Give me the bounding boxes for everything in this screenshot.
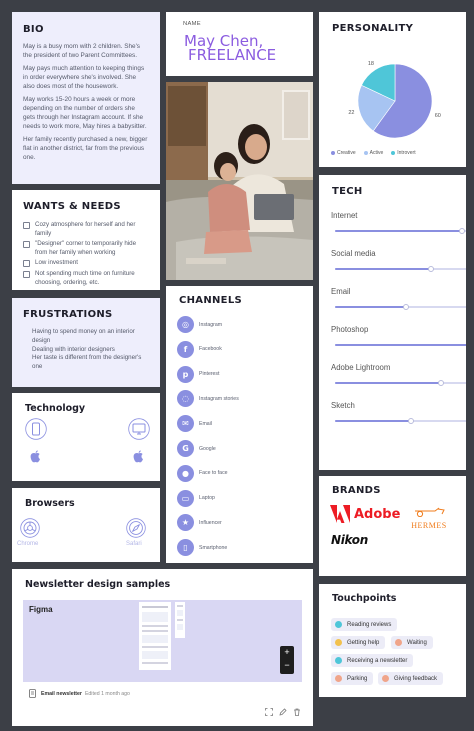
touchpoint-label: Reading reviews: [347, 621, 392, 628]
tech-label: Social media: [331, 249, 376, 258]
legend-label: Introvert: [397, 150, 416, 156]
tech-slider-knob[interactable]: [459, 228, 465, 234]
embed-actions: [265, 708, 301, 716]
wants-title: WANTS & NEEDS: [23, 201, 121, 212]
channel-label: Google: [199, 445, 216, 452]
adobe-logo-icon: [330, 505, 350, 523]
wants-card: [12, 190, 160, 290]
delete-icon[interactable]: [293, 708, 301, 716]
zoom-controls: [280, 646, 294, 674]
tech-title: TECH: [332, 186, 363, 197]
channel-item[interactable]: [177, 341, 222, 358]
name-label: NAME: [183, 21, 201, 27]
tech-slider-fill: [335, 382, 441, 384]
tech-label: Adobe Lightroom: [331, 363, 391, 372]
nikon-logo: Nikon: [331, 533, 368, 547]
tech-slider-fill: [335, 268, 431, 270]
persona-role: FREELANCE: [188, 46, 277, 64]
wants-item: "Designer" corner to temporarily hide from her family when working: [35, 240, 137, 256]
technology-title: Technology: [25, 403, 86, 414]
tech-slider-fill: [335, 230, 462, 232]
channel-label: Face to face: [199, 470, 228, 477]
file-edited: Edited 1 month ago: [84, 690, 130, 697]
touchpoint-dot: [335, 675, 342, 682]
tech-slider-knob[interactable]: [408, 418, 414, 424]
zoom-out-button[interactable]: −: [284, 660, 290, 670]
frustration-item: Dealing with interior designers: [32, 345, 115, 353]
brands-card: [319, 476, 466, 576]
legend-dot: [364, 151, 368, 155]
pie-value-label: 60: [434, 112, 441, 119]
channel-icon: ▯: [177, 539, 194, 556]
touchpoint-label: Getting help: [347, 639, 380, 646]
checkbox[interactable]: [23, 222, 30, 229]
tech-slider[interactable]: [335, 382, 466, 384]
technology-card: [12, 393, 160, 481]
frustration-item: Her taste is different from the designer's one: [32, 354, 142, 371]
tech-label: Sketch: [331, 401, 355, 410]
personality-pie-chart: [319, 12, 466, 167]
personality-legend: [331, 150, 424, 156]
pie-value-label: 18: [367, 61, 374, 68]
safari-icon[interactable]: [126, 518, 146, 538]
channel-icon: ✉: [177, 415, 194, 432]
phone-icon: [25, 418, 47, 440]
touchpoint-dot: [335, 621, 342, 628]
browser-label: Safari: [126, 541, 142, 547]
tech-slider[interactable]: [335, 230, 466, 232]
frustrations-title: FRUSTRATIONS: [23, 309, 113, 320]
wants-item: Not spending much time on furniture choosing, ordering, etc.: [35, 269, 135, 286]
channel-item[interactable]: [177, 415, 212, 432]
channel-item[interactable]: [177, 316, 222, 333]
touchpoint-dot: [395, 639, 402, 646]
touchpoint-label: Receiving a newsletter: [347, 657, 408, 664]
legend-item: [364, 150, 384, 156]
channel-icon: ◌: [177, 390, 194, 407]
personality-card: [319, 12, 466, 167]
bio-card: [12, 12, 160, 184]
channels-title: CHANNELS: [179, 295, 242, 306]
touchpoints-card: [319, 584, 466, 697]
bio-title: BIO: [23, 24, 44, 35]
channel-icon: ▭: [177, 490, 194, 507]
touchpoint-dot: [335, 657, 342, 664]
legend-dot: [331, 151, 335, 155]
tech-slider-knob[interactable]: [403, 304, 409, 310]
channel-item[interactable]: [177, 514, 222, 531]
touchpoint-dot: [335, 639, 342, 646]
figma-label: Figma: [29, 605, 53, 614]
legend-item: [391, 150, 415, 156]
checkbox[interactable]: [23, 271, 30, 278]
browsers-card: [12, 488, 160, 562]
figma-file-icon: [29, 689, 36, 698]
legend-label: Active: [369, 150, 384, 156]
browser-label: Chrome: [17, 541, 39, 547]
channel-item[interactable]: [177, 440, 216, 457]
file-info: [29, 689, 130, 698]
touchpoint-pill[interactable]: [331, 636, 385, 649]
channel-label: Email: [199, 420, 212, 427]
wants-item: Low investment: [35, 259, 78, 267]
file-name[interactable]: Email newsletter: [41, 690, 82, 697]
brands-title: BRANDS: [332, 485, 381, 496]
tech-slider[interactable]: [335, 344, 466, 346]
figma-embed[interactable]: [23, 600, 302, 682]
frustration-item: Having to spend money on an interior design: [32, 328, 135, 344]
touchpoint-pill[interactable]: [331, 618, 397, 631]
frustrations-card: [12, 298, 160, 387]
tech-slider-fill: [335, 344, 466, 346]
wants-item: Cozy atmosphere for herself and her family: [35, 221, 136, 237]
tech-label: Internet: [331, 211, 358, 220]
channel-item[interactable]: [177, 390, 239, 407]
channel-label: Influencer: [199, 519, 222, 526]
bio-paragraph: May works 15-20 hours a week or more depending on the number of orders she gets through her Instagram account. If she needs to work more, May hires a babysitter.: [23, 96, 147, 130]
hermes-logo: [404, 504, 454, 530]
persona-photo: [166, 82, 313, 280]
channel-icon: ●: [177, 465, 194, 482]
channel-item[interactable]: [177, 490, 215, 507]
tech-slider-fill: [335, 306, 406, 308]
channel-item[interactable]: [177, 465, 228, 482]
bio-paragraph: May pays much attention to keeping things in order everywhere she's involved. She also does most of the housework.: [23, 65, 145, 90]
channel-label: Smartphone: [199, 544, 228, 551]
newsletter-title: Newsletter design samples: [25, 579, 171, 590]
fullscreen-icon[interactable]: [265, 708, 273, 716]
adobe-logo: [330, 505, 400, 523]
touchpoint-pill[interactable]: [331, 654, 413, 667]
hermes-carriage-icon: [411, 507, 447, 517]
touchpoint-label: Waiting: [407, 639, 427, 646]
adobe-wordmark: Adobe: [354, 506, 401, 522]
profile-card: [166, 12, 313, 76]
channel-label: Laptop: [199, 495, 215, 502]
desktop-icon: [128, 418, 150, 440]
tech-label: Photoshop: [331, 325, 369, 334]
tech-slider-fill: [335, 420, 411, 422]
channel-label: Instagram stories: [199, 395, 239, 402]
design-thumbnail: [175, 602, 185, 638]
persona-name: May Chen,: [184, 32, 264, 50]
channel-icon: f: [177, 341, 194, 358]
touchpoint-label: Giving feedback: [394, 675, 438, 682]
personality-title: PERSONALITY: [332, 23, 414, 34]
legend-dot: [391, 151, 395, 155]
channel-icon: ★: [177, 514, 194, 531]
tech-card: [319, 175, 466, 470]
legend-label: Creative: [337, 150, 356, 156]
touchpoint-pill[interactable]: [331, 672, 373, 685]
design-thumbnail: [139, 602, 171, 670]
touchpoints-title: Touchpoints: [332, 593, 397, 604]
touchpoint-label: Parking: [347, 675, 368, 682]
channel-item[interactable]: [177, 539, 227, 556]
tech-slider-knob[interactable]: [438, 380, 444, 386]
photo-illustration: [166, 82, 313, 280]
channel-label: Instagram: [199, 321, 223, 328]
apple-logo-icon: [133, 450, 144, 463]
touchpoint-pill[interactable]: [391, 636, 433, 649]
apple-logo-icon: [30, 450, 41, 463]
channels-card: [166, 286, 313, 563]
channel-label: Pinterest: [199, 371, 220, 378]
pie-value-label: 22: [348, 110, 355, 117]
bio-paragraph: Her family recently purchased a new, bigger flat in another district, far from the previous one.: [23, 136, 148, 161]
legend-item: [331, 150, 356, 156]
tech-slider[interactable]: [335, 306, 466, 308]
channel-item[interactable]: [177, 366, 219, 383]
bio-paragraph: May is a busy mom with 2 children. She's the president of two Parent Committees.: [23, 43, 141, 59]
tech-slider-knob[interactable]: [428, 266, 434, 272]
newsletter-card: [12, 569, 313, 726]
tech-slider[interactable]: [335, 420, 466, 422]
chrome-icon[interactable]: [20, 518, 40, 538]
browsers-title: Browsers: [25, 498, 75, 509]
touchpoint-pill[interactable]: [378, 672, 443, 685]
tech-label: Email: [331, 287, 351, 296]
tech-slider[interactable]: [335, 268, 466, 270]
checkbox[interactable]: [23, 241, 30, 248]
zoom-in-button[interactable]: +: [284, 647, 290, 657]
hermes-wordmark: HERMES: [411, 521, 447, 530]
edit-icon[interactable]: [279, 708, 287, 716]
channel-icon: p: [177, 366, 194, 383]
touchpoint-dot: [382, 675, 389, 682]
channel-icon: ◎: [177, 316, 194, 333]
checkbox[interactable]: [23, 260, 30, 267]
channel-label: Facebook: [199, 346, 222, 353]
channel-icon: G: [177, 440, 194, 457]
